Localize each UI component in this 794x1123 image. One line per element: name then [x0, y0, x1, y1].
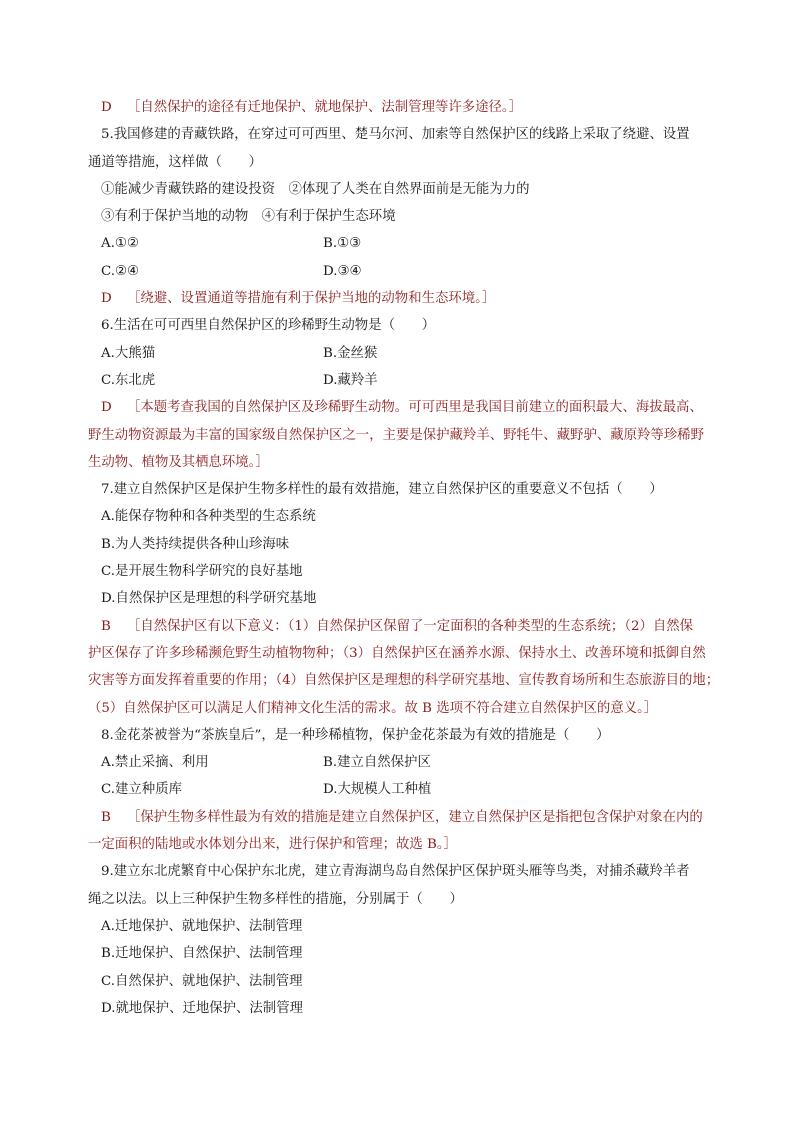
- question-line: [88, 995, 720, 1022]
- answer-letter: D: [101, 400, 112, 416]
- question-text: A.迁地保护、就地保护、法制管理: [101, 918, 303, 934]
- question-line: [88, 121, 720, 148]
- answer-letter: B: [101, 618, 111, 634]
- option-left: A.禁止采摘、利用: [101, 755, 209, 771]
- option-left: C.建立种质库: [101, 782, 182, 798]
- answer-line: [88, 285, 720, 312]
- question-text: D.自然保护区是理想的科学研究基地: [101, 591, 317, 607]
- question-line: [88, 558, 720, 585]
- question-line: [88, 176, 720, 203]
- option-right: D.③④: [323, 263, 362, 279]
- option-row: [88, 776, 720, 803]
- question-line: [88, 940, 720, 967]
- question-line: [88, 722, 720, 749]
- answer-explanation: 生动物、植物及其栖息环境。］: [88, 454, 269, 470]
- question-text: A.能保存物种和各种类型的生态系统: [101, 509, 316, 525]
- option-left: C.②④: [101, 263, 140, 279]
- answer-explanation: 一定面积的陆地或水体划分出来，进行保护和管理；故选 B。］: [88, 837, 457, 853]
- question-line: [88, 203, 720, 230]
- answer-continuation: [88, 640, 720, 667]
- answer-continuation: [88, 667, 720, 694]
- question-continuation: [88, 886, 720, 913]
- question-line: [88, 585, 720, 612]
- option-right: B.建立自然保护区: [323, 755, 431, 771]
- question-text: 6.生活在可可西里自然保护区的珍稀野生动物是（ ）: [101, 318, 436, 334]
- answer-explanation: ［保护生物多样性最为有效的措施是建立自然保护区，建立自然保护区是指把包含保护对象在内的: [127, 809, 703, 825]
- answer-letter: D: [101, 100, 112, 115]
- answer-explanation: （5）自然保护区可以满足人们精神文化生活的需求。故 B 选项不符合建立自然保护区的意义。］: [88, 700, 658, 716]
- answer-continuation: [88, 831, 720, 858]
- option-right: B.金丝猴: [323, 345, 378, 361]
- answer-explanation: ［自然保护的途径有迁地保护、就地保护、法制管理等许多途径。］: [127, 100, 523, 115]
- question-line: [88, 913, 720, 940]
- answer-explanation: 灾害等方面发挥着重要的作用；（4）自然保护区是理想的科学研究基地、宣传教育场所和生态旅游目的地；: [88, 673, 720, 689]
- option-row: [88, 749, 720, 776]
- question-text: C.是开展生物科学研究的良好基地: [101, 564, 303, 580]
- answer-letter: D: [101, 291, 112, 307]
- question-line: [88, 476, 720, 503]
- question-line: [88, 503, 720, 530]
- answer-line: [88, 804, 720, 831]
- answer-continuation: [88, 695, 720, 722]
- option-row: [88, 340, 720, 367]
- question-text: ③有利于保护当地的动物 ④有利于保护生态环境: [101, 209, 396, 225]
- question-text: 绳之以法。以上三种保护生物多样性的措施，分别属于（ ）: [88, 891, 463, 907]
- question-text: 9.建立东北虎繁育中心保护东北虎，建立青海湖鸟岛自然保护区保护斑头雁等鸟类，对捕杀藏羚羊者: [101, 864, 690, 880]
- question-line: [88, 312, 720, 339]
- option-right: B.①③: [323, 236, 362, 252]
- option-right: D.藏羚羊: [323, 372, 378, 388]
- question-text: D.就地保护、迁地保护、法制管理: [101, 1000, 303, 1016]
- question-continuation: [88, 149, 720, 176]
- answer-continuation: [88, 449, 720, 476]
- answer-continuation: [88, 422, 720, 449]
- question-text: ①能减少青藏铁路的建设投资 ②体现了人类在自然界面前是无能为力的: [101, 181, 530, 197]
- option-row: [88, 230, 720, 257]
- question-line: [88, 531, 720, 558]
- answer-explanation: ［绕避、设置通道等措施有利于保护当地的动物和生态环境。］: [127, 291, 496, 307]
- question-line: [88, 858, 720, 885]
- answer-explanation: ［自然保护区有以下意义：（1）自然保护区保留了一定面积的各种类型的生态系统；（2）自然保: [127, 618, 694, 634]
- question-text: 5.我国修建的青藏铁路，在穿过可可西里、楚马尔河、加索等自然保护区的线路上采取了绕避、设置: [101, 127, 690, 143]
- question-text: 通道等措施，这样做（ ）: [88, 154, 263, 170]
- document-page: [88, 94, 720, 1022]
- question-text: B.为人类持续提供各种山珍海味: [101, 536, 290, 552]
- question-text: B.迁地保护、自然保护、法制管理: [101, 946, 303, 962]
- question-line: [88, 968, 720, 995]
- answer-explanation: 野生动物资源最为丰富的国家级自然保护区之一，主要是保护藏羚羊、野牦牛、藏野驴、藏原羚等珍稀野: [88, 427, 704, 443]
- option-row: [88, 367, 720, 394]
- option-right: D.大规模人工种植: [323, 782, 432, 798]
- option-left: C.东北虎: [101, 372, 156, 388]
- answer-explanation: 护区保存了许多珍稀濒危野生动植物物种；（3）自然保护区在涵养水源、保持水土、改善环境和抵御自然: [88, 645, 706, 661]
- option-row: [88, 258, 720, 285]
- answer-line: [88, 394, 720, 421]
- question-text: 8.金花茶被誉为“茶族皇后”，是一种珍稀植物，保护金花茶最为有效的措施是（ ）: [101, 727, 610, 743]
- question-text: 7.建立自然保护区是保护生物多样性的最有效措施，建立自然保护区的重要意义不包括（ ）: [101, 482, 663, 498]
- answer-explanation: ［本题考查我国的自然保护区及珍稀野生动物。可可西里是我国目前建立的面积最大、海拔最高、: [127, 400, 703, 416]
- option-left: A.大熊猫: [101, 345, 156, 361]
- answer-line: [88, 613, 720, 640]
- answer-line: [88, 94, 720, 121]
- option-left: A.①②: [101, 236, 139, 252]
- answer-letter: B: [101, 809, 111, 825]
- question-text: C.自然保护、就地保护、法制管理: [101, 973, 303, 989]
